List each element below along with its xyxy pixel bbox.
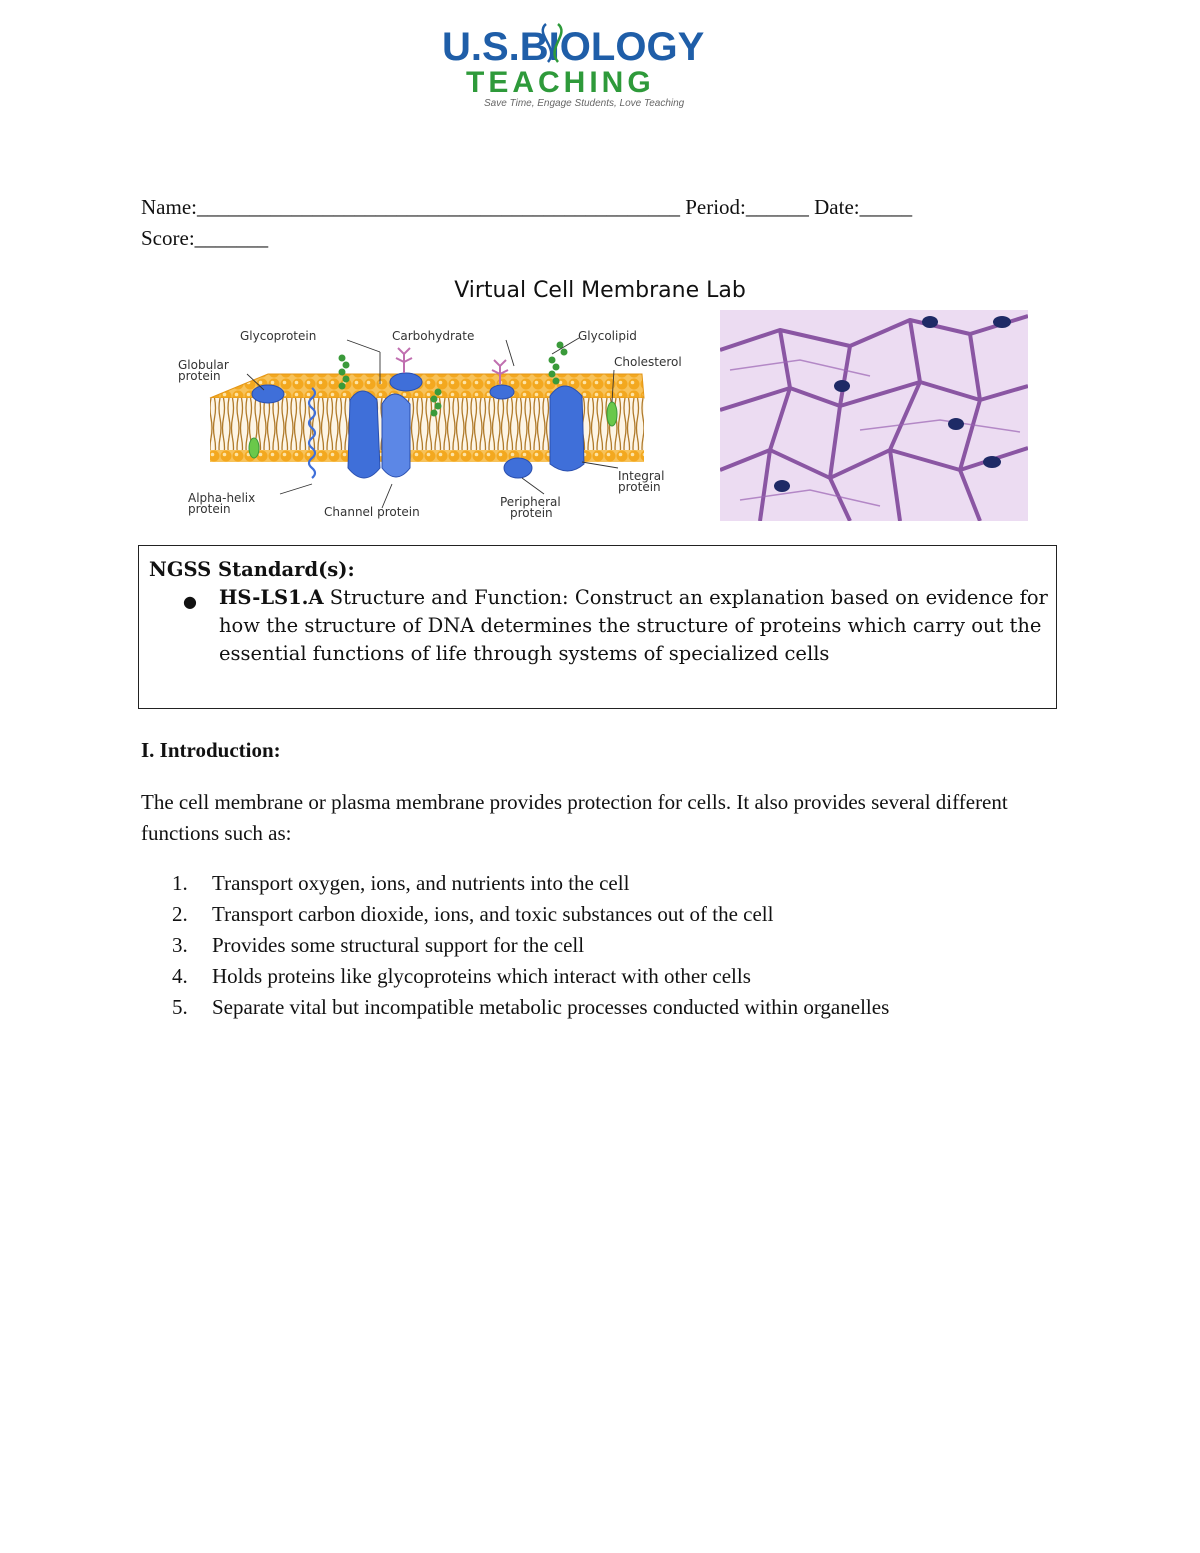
list-item-text: Transport carbon dioxide, ions, and toxic substances out of the cell [212, 902, 774, 926]
list-item-number: 3. [172, 933, 188, 957]
label-carbohydrate: Carbohydrate [392, 329, 475, 343]
list-item-text: Holds proteins like glycoproteins which interact with other cells [212, 964, 751, 988]
label-peripheral-2: protein [510, 506, 553, 520]
cell-micrograph-image [720, 310, 1028, 521]
list-item-text: Transport oxygen, ions, and nutrients into the cell [212, 871, 630, 895]
ngss-standard-text [219, 584, 1051, 668]
list-item [172, 899, 889, 930]
list-item-number: 1. [172, 871, 188, 895]
ngss-heading: NGSS Standard(s): [149, 558, 355, 581]
list-item-number: 5. [172, 995, 188, 1019]
cell-membrane-diagram [172, 318, 714, 524]
logo-line1: U.S.BIOLOGY [442, 25, 705, 69]
ngss-standard-code: HS-LS1.A [219, 586, 324, 609]
label-glycolipid: Glycolipid [578, 329, 637, 343]
introduction-heading: I. Introduction: [141, 738, 281, 762]
list-item-text: Separate vital but incompatible metabolic processes conducted within organelles [212, 995, 890, 1019]
membrane-functions-list [172, 868, 889, 1023]
label-integral-2: protein [618, 480, 661, 494]
label-cholesterol: Cholesterol [614, 355, 682, 369]
list-item [172, 992, 889, 1023]
label-channel-protein: Channel protein [324, 505, 420, 519]
list-item-number: 4. [172, 964, 188, 988]
list-item [172, 868, 889, 899]
list-item-text: Provides some structural support for the cell [212, 933, 585, 957]
score-line: Score:_______ [141, 226, 269, 250]
label-integral-1: Integral [618, 469, 665, 483]
list-item [172, 930, 889, 961]
introduction-paragraph: The cell membrane or plasma membrane provides protection for cells. It also provides several different functions such as: [141, 790, 1008, 845]
label-glycoprotein: Glycoprotein [240, 329, 317, 343]
page-title: Virtual Cell Membrane Lab [454, 278, 746, 303]
ngss-bullet-icon: ● [183, 592, 197, 611]
list-item [172, 961, 889, 992]
label-alpha-helix-2: protein [188, 502, 231, 516]
student-info-line: Name:______________________________________________ Period:______ Date:_____ [141, 195, 913, 219]
ngss-standard-description: Structure and Function: Construct an explanation based on evidence for how the structure of DNA determines the structure of proteins which carry out the essential functions of life through systems of specialized cells [219, 586, 1048, 665]
logo-tagline: Save Time, Engage Students, Love Teaching [484, 98, 685, 109]
label-alpha-helix-1: Alpha-helix [188, 491, 256, 505]
label-globular-1: Globular [178, 358, 229, 372]
us-biology-teaching-logo [438, 18, 762, 114]
label-peripheral-1: Peripheral [500, 495, 561, 509]
list-item-number: 2. [172, 902, 188, 926]
label-globular-2: protein [178, 369, 221, 383]
ngss-standards-box [138, 545, 1057, 709]
logo-line2: TEACHING [466, 66, 655, 99]
